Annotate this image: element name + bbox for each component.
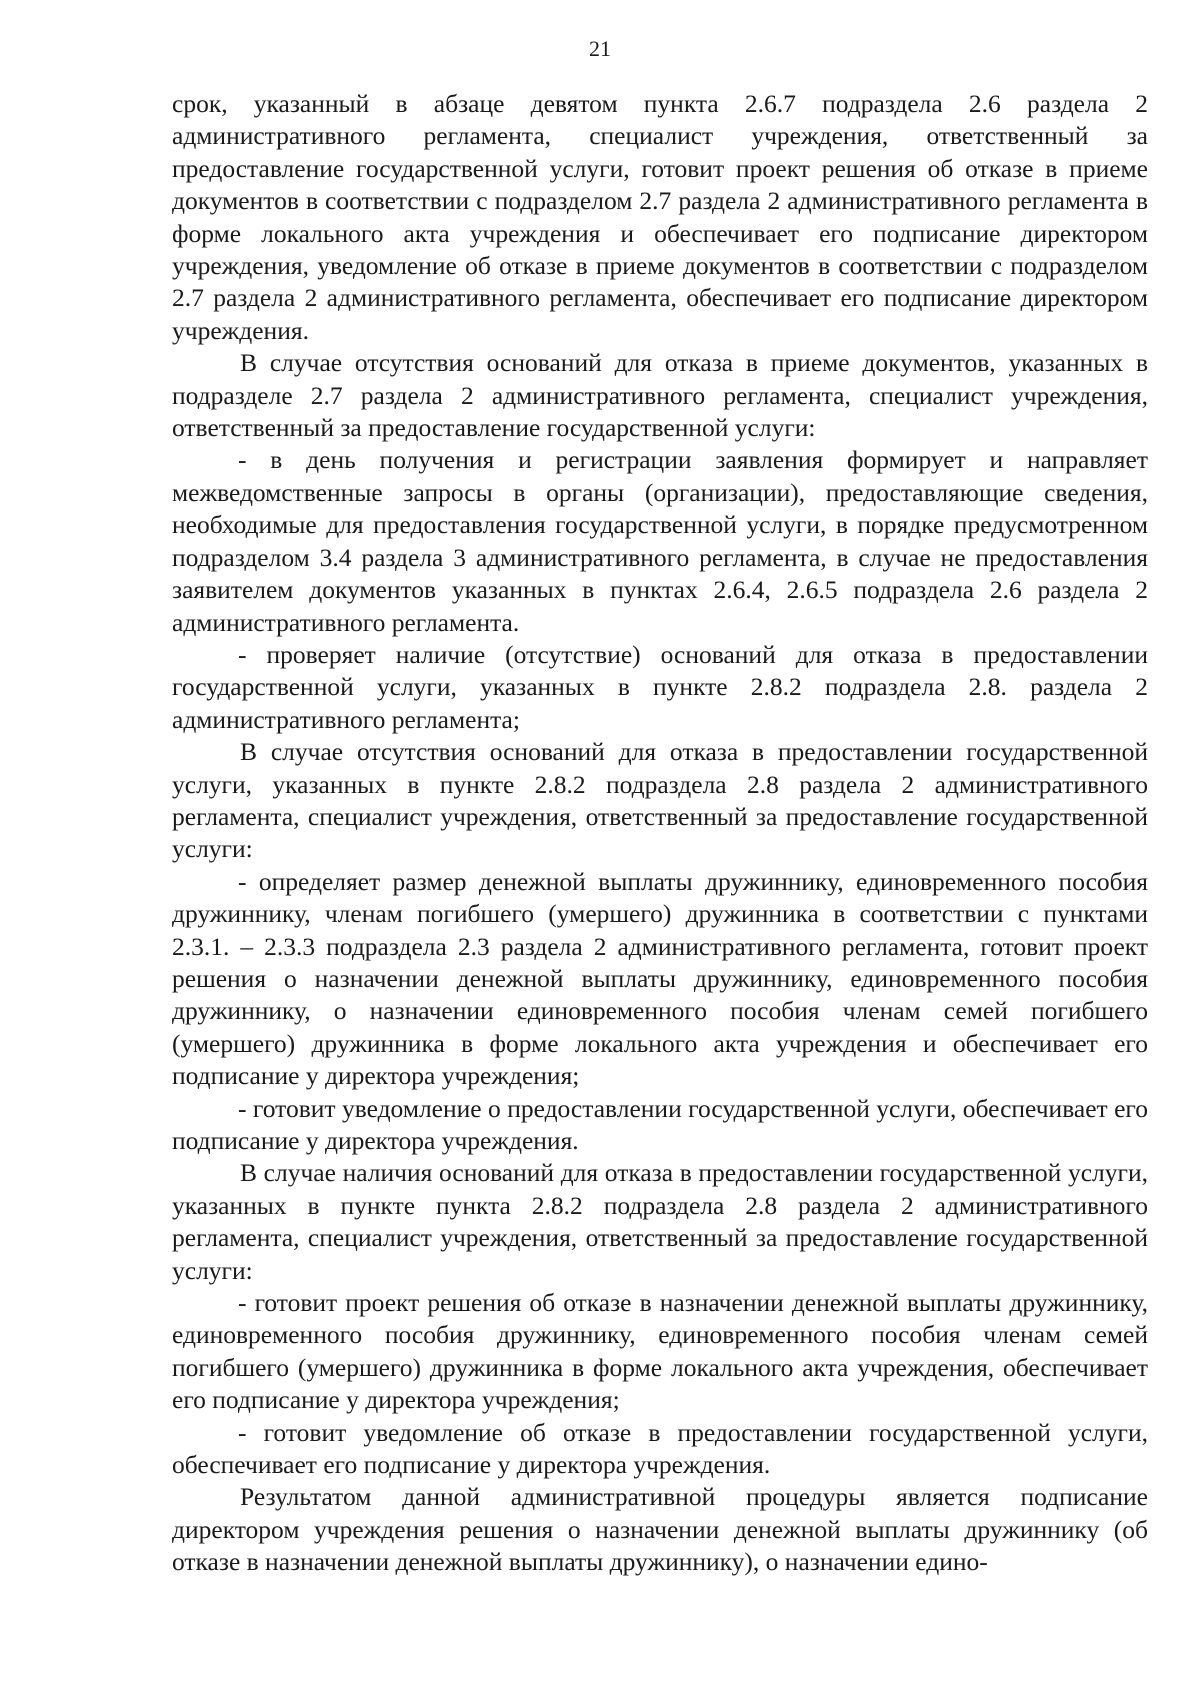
paragraph-5: Результатом данной административной процедуры является подписание директором учреждения решения о назначении денежной выплаты дружиннику (об отказе в назначении денежной выплаты дружиннику), о назначении едино-	[172, 1482, 1148, 1577]
paragraph-3: В случае отсутствия оснований для отказа в предоставлении государственной услуги, указанных в пункте 2.8.2 подраздела 2.8 раздела 2 административного регламента, специалист учреждения, ответственный за предоставление государственной услуги:	[172, 737, 1148, 864]
list-item-2: - проверяет наличие (отсутствие) оснований для отказа в предоставлении государственной услуги, указанных в пункте 2.8.2 подраздела 2.8. раздела 2 административного регламента;	[172, 639, 1148, 734]
paragraph-1: срок, указанный в абзаце девятом пункта 2.6.7 подраздела 2.6 раздела 2 административного регламента, специалист учреждения, ответственный за предоставление государственной услуги, готовит проект решения об отказе в приеме документов в соответствии с подразделом 2.7 раздела 2 административного регламента в форме локального акта учреждения и обеспечивает его подписание директором учреждения, уведомление об отказе в приеме документов в соответствии с подразделом 2.7 раздела 2 административного регламента, обеспечивает его подписание директором учреждения.	[172, 89, 1148, 345]
list-item-3: - определяет размер денежной выплаты дружиннику, единовременного пособия дружиннику, членам погибшего (умершего) дружинника в соответствии с пунктами 2.3.1. – 2.3.3 подраздела 2.3 раздела 2 административного регламента, готовит проект решения о назначении денежной выплаты дружиннику, единовременного пособия дружиннику, о назначении единовременного пособия членам семей погибшего (умершего) дружинника в форме локального акта учреждения и обеспечивает его подписание у директора учреждения;	[172, 866, 1148, 1091]
paragraph-4: В случае наличия оснований для отказа в предоставлении государственной услуги, указанных в пункте пункта 2.8.2 подраздела 2.8 раздела 2 административного регламента, специалист учреждения, ответственный за предоставление государственной услуги:	[172, 1158, 1148, 1285]
list-item-6: - готовит уведомление об отказе в предоставлении государственной услуги, обеспечивает его подписание у директора учреждения.	[172, 1417, 1148, 1480]
list-item-4: - готовит уведомление о предоставлении государственной услуги, обеспечивает его подписание у директора учреждения.	[172, 1093, 1148, 1155]
document-body	[172, 88, 1148, 1579]
page-number: 21	[589, 36, 611, 61]
paragraph-2: В случае отсутствия оснований для отказа в приеме документов, указанных в подразделе 2.7 раздела 2 административного регламента, специалист учреждения, ответственный за предоставление государственной услуги:	[172, 348, 1148, 443]
list-item-1: - в день получения и регистрации заявления формирует и направляет межведомственные запросы в органы (организации), предоставляющие сведения, необходимые для предоставления государственной услуги, в порядке предусмотренном подразделом 3.4 раздела 3 административного регламента, в случае не предоставления заявителем документов указанных в пунктах 2.6.4, 2.6.5 подраздела 2.6 раздела 2 административного регламента.	[172, 445, 1148, 637]
list-item-5: - готовит проект решения об отказе в назначении денежной выплаты дружиннику, единовременного пособия дружиннику, единовременного пособия членам семей погибшего (умершего) дружинника в форме локального акта учреждения, обеспечивает его подписание у директора учреждения;	[172, 1288, 1148, 1415]
